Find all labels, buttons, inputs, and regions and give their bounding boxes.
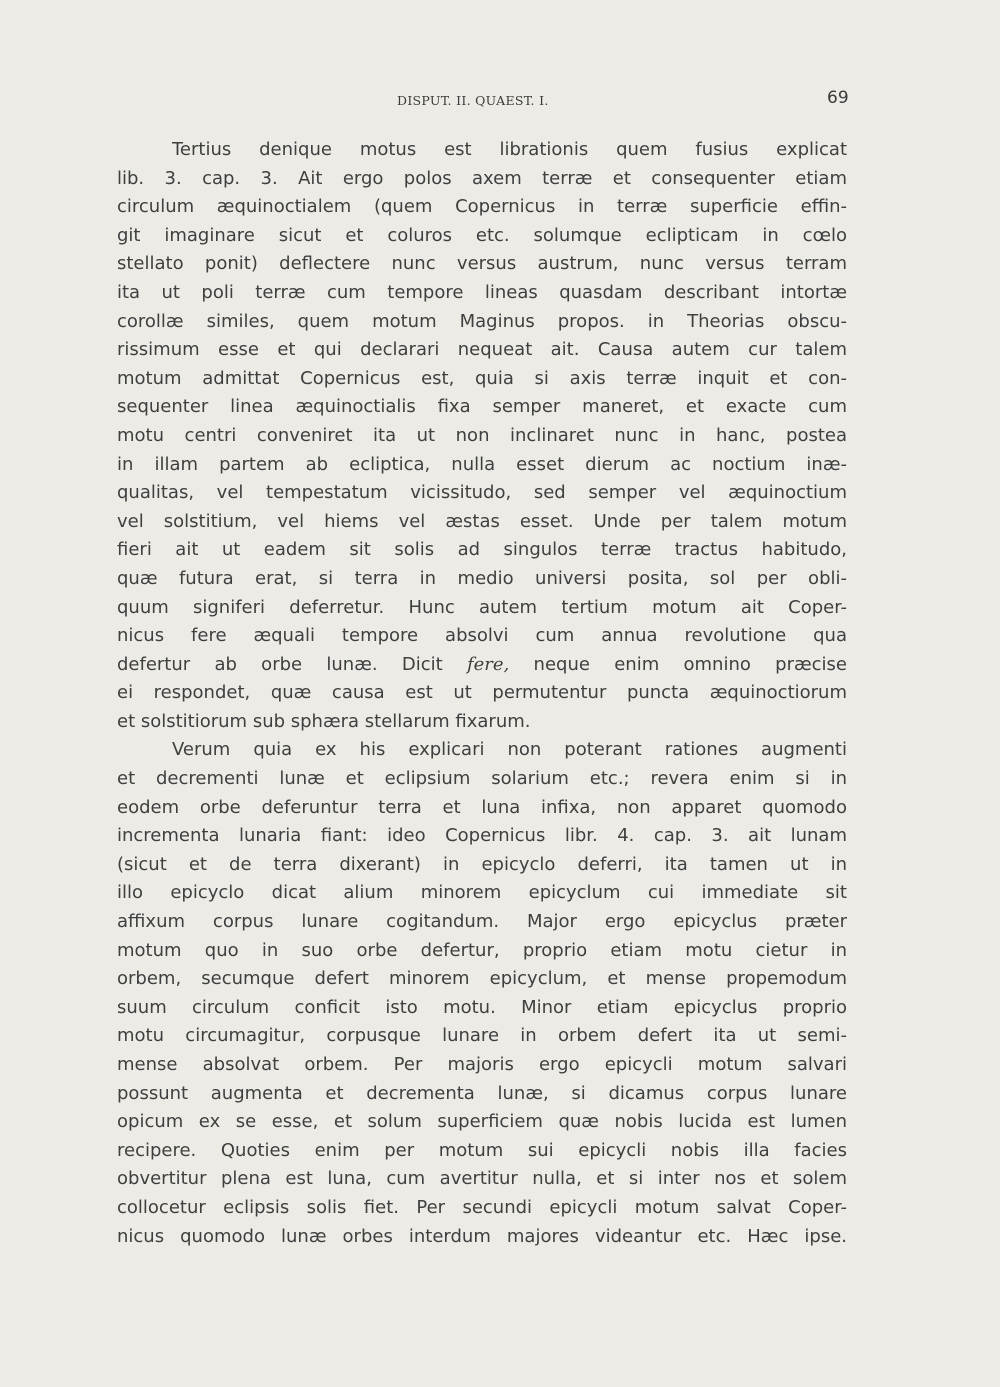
text-line: rissimum esse et qui declarari nequeat ait. Causa autem cur talem — [117, 339, 847, 361]
text-line: lib. 3. cap. 3. Ait ergo polos axem terræ et consequenter etiam — [117, 167, 847, 189]
text-line: Verum quia ex his explicari non poterant rationes augmenti — [172, 739, 847, 761]
text-line: possunt augmenta et decrementa lunæ, si dicamus corpus lunare — [117, 1082, 847, 1104]
text-line: suum circulum conficit isto motu. Minor etiam epicyclus proprio — [117, 996, 847, 1018]
text-line: et solstitiorum sub sphæra stellarum fixarum. — [117, 710, 531, 732]
paragraph-2 — [117, 736, 847, 1251]
text-line: qualitas, vel tempestatum vicissitudo, sed semper vel æquinoctium — [117, 482, 847, 504]
text-line: motu circumagitur, corpusque lunare in orbem defert ita ut semi- — [117, 1025, 847, 1047]
text-line: incrementa lunaria fiant: ideo Copernicus libr. 4. cap. 3. ait lunam — [117, 825, 847, 847]
text-line: quæ futura erat, si terra in medio universi posita, sol per obli- — [117, 567, 847, 589]
text-line: affixum corpus lunare cogitandum. Major ergo epicyclus præter — [117, 911, 847, 933]
text-line: corollæ similes, quem motum Maginus propos. in Theorias obscu- — [117, 310, 847, 332]
body-text — [117, 136, 847, 1251]
text-line: (sicut et de terra dixerant) in epicyclo deferri, ita tamen ut in — [117, 853, 847, 875]
text-line: collocetur eclipsis solis fiet. Per secundi epicycli motum salvat Coper- — [117, 1196, 847, 1218]
text-line: quum signiferi deferretur. Hunc autem tertium motum ait Coper- — [117, 596, 847, 618]
text-line: nicus quomodo lunæ orbes interdum majores videantur etc. Hæc ipse. — [117, 1225, 847, 1247]
text-line: in illam partem ab ecliptica, nulla esset dierum ac noctium inæ- — [117, 453, 847, 475]
text-line: motum quo in suo orbe defertur, proprio etiam motu cietur in — [117, 939, 847, 961]
text-line: vel solstitium, vel hiems vel æstas esset. Unde per talem motum — [117, 510, 847, 532]
text-line: recipere. Quoties enim per motum sui epicycli nobis illa facies — [117, 1139, 847, 1161]
paragraph-1 — [117, 136, 847, 736]
text-line: stellato ponit) deflectere nunc versus austrum, nunc versus terram — [117, 253, 847, 275]
running-title: DISPUT. II. QUAEST. I. — [397, 93, 549, 108]
text-line: et decrementi lunæ et eclipsium solarium etc.; revera enim si in — [117, 768, 847, 790]
text-line: circulum æquinoctialem (quem Copernicus in terræ superficie effin- — [117, 196, 847, 218]
text-line: ei respondet, quæ causa est ut permutentur puncta æquinoctiorum — [117, 682, 847, 704]
text-segment: defertur ab orbe lunæ. Dicit — [117, 653, 467, 675]
text-line: eodem orbe deferuntur terra et luna infixa, non apparet quomodo — [117, 796, 847, 818]
text-line: Tertius denique motus est librationis quem fusius explicat — [172, 139, 847, 160]
text-line: ita ut poli terræ cum tempore lineas quasdam describant intortæ — [117, 281, 847, 303]
text-line-with-italic — [117, 651, 847, 680]
text-line: sequenter linea æquinoctialis fixa semper maneret, et exacte cum — [117, 396, 847, 418]
text-line: motu centri conveniret ita ut non inclinaret nunc in hanc, postea — [117, 424, 847, 446]
text-line: nicus fere æquali tempore absolvi cum annua revolutione qua — [117, 625, 847, 647]
text-line: mense absolvat orbem. Per majoris ergo epicycli motum salvari — [117, 1054, 847, 1075]
text-line: orbem, secumque defert minorem epicyclum, et mense propemodum — [117, 968, 847, 990]
text-line: fieri ait ut eadem sit solis ad singulos terræ tractus habitudo, — [117, 539, 847, 561]
text-line: motum admittat Copernicus est, quia si axis terræ inquit et con- — [117, 367, 847, 389]
text-segment: neque enim omnino præcise — [509, 653, 847, 675]
text-line: git imaginare sicut et coluros etc. solumque eclipticam in cœlo — [117, 224, 847, 246]
text-line: obvertitur plena est luna, cum avertitur nulla, et si inter nos et solem — [117, 1168, 847, 1190]
page-number: 69 — [827, 88, 849, 108]
italic-word: fere, — [466, 653, 510, 675]
text-line: opicum ex se esse, et solum superficiem quæ nobis lucida est lumen — [117, 1111, 847, 1133]
text-line: illo epicyclo dicat alium minorem epicyclum cui immediate sit — [117, 882, 847, 904]
